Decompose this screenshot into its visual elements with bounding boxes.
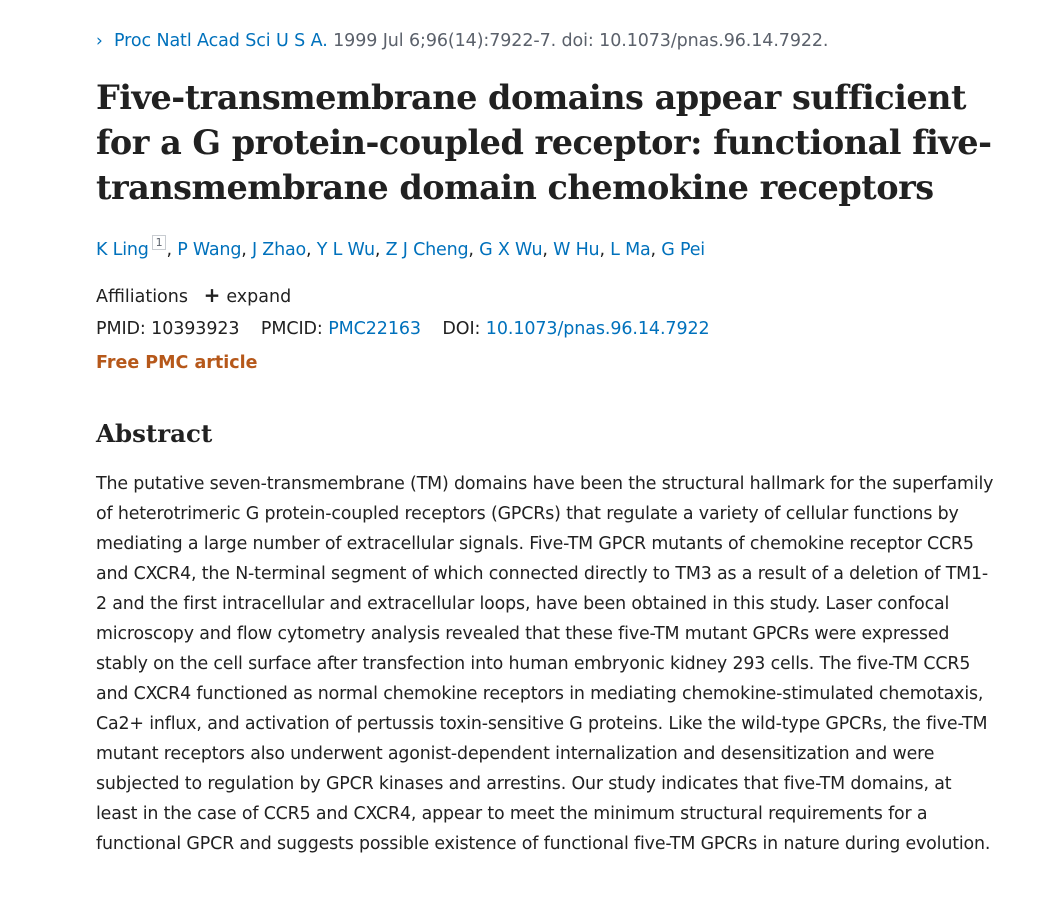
plus-icon: + (203, 283, 221, 307)
author-link[interactable]: P Wang (177, 240, 242, 260)
article-title: Five-transmembrane domains appear sufficient for a G protein-coupled receptor: functional five-transmembrane domain chemokine receptors (96, 78, 992, 207)
pmid-value: 10393923 (151, 319, 240, 339)
affiliation-badge[interactable]: 1 (152, 235, 167, 250)
citation-line (96, 29, 828, 53)
author-link[interactable]: K Ling (96, 240, 149, 260)
pmid-label: PMID: (96, 319, 146, 339)
affiliations-row (96, 283, 291, 309)
doi-label: DOI: (442, 319, 481, 339)
chevron-right-icon[interactable]: › (96, 31, 103, 51)
expand-label: expand (226, 287, 292, 307)
affiliations-expand-button[interactable] (203, 283, 292, 307)
author-link[interactable]: Z J Cheng (385, 240, 469, 260)
author-link[interactable]: G Pei (661, 240, 705, 260)
author-link[interactable]: L Ma (610, 240, 651, 260)
pmcid-link[interactable]: PMC22163 (328, 319, 421, 339)
author-list: K Ling $^1$ , P Wang, J Zhao, Y L Wu, Z J Cheng, G X Wu, W Hu, L Ma, G Pei (96, 236, 705, 260)
doi-link[interactable]: 10.1073/pnas.96.14.7922 (485, 319, 710, 339)
author-link[interactable]: G X Wu (479, 240, 543, 260)
author-link[interactable]: J Zhao (251, 240, 307, 260)
abstract-text: The putative seven-transmembrane (TM) domains have been the structural hallmark for the superfamily of heterotrimeric G protein-coupled receptors (GPCRs) that regulate a variety of cellular functions by mediating a large number of extracellular signals. Five-TM GPCR mutants of chemokine receptor CCR5 and CXCR4, the N-terminal segment of which connected directly to TM3 as a result of a deletion of TM1-2 and the first intracellular and extracellular loops, have been obtained in this study. Laser confocal microscopy and flow cytometry analysis revealed that these five-TM mutant GPCRs were expressed stably on the cell surface after transfection into human embryonic kidney 293 cells. The five-TM CCR5 and CXCR4 functioned as normal chemokine receptors in mediating chemokine-stimulated chemotaxis, Ca2+ influx, and activation of pertussis toxin-sensitive G proteins. Like the wild-type GPCRs, the five-TM mutant receptors also underwent agonist-dependent internalization and desensitization and were subjected to regulation by GPCR kinases and arrestins. Our study indicates that five-TM domains, at least in the case of CCR5 and CXCR4, appear to meet the minimum structural requirements for a functional GPCR and suggests possible existence of functional five-TM GPCRs in nature during evolution. (96, 474, 994, 854)
author-link[interactable]: W Hu (553, 240, 600, 260)
free-pmc-article-link[interactable]: Free PMC article (96, 353, 258, 373)
author-link[interactable]: Y L Wu (316, 240, 375, 260)
journal-link[interactable]: Proc Natl Acad Sci U S A. (114, 31, 328, 51)
abstract-heading: Abstract (96, 419, 213, 448)
citation-details: 1999 Jul 6;96(14):7922-7. doi: 10.1073/pnas.96.14.7922. (333, 31, 829, 51)
affiliations-label: Affiliations (96, 287, 188, 307)
pmcid-label: PMCID: (260, 319, 323, 339)
identifiers-row (96, 317, 710, 341)
